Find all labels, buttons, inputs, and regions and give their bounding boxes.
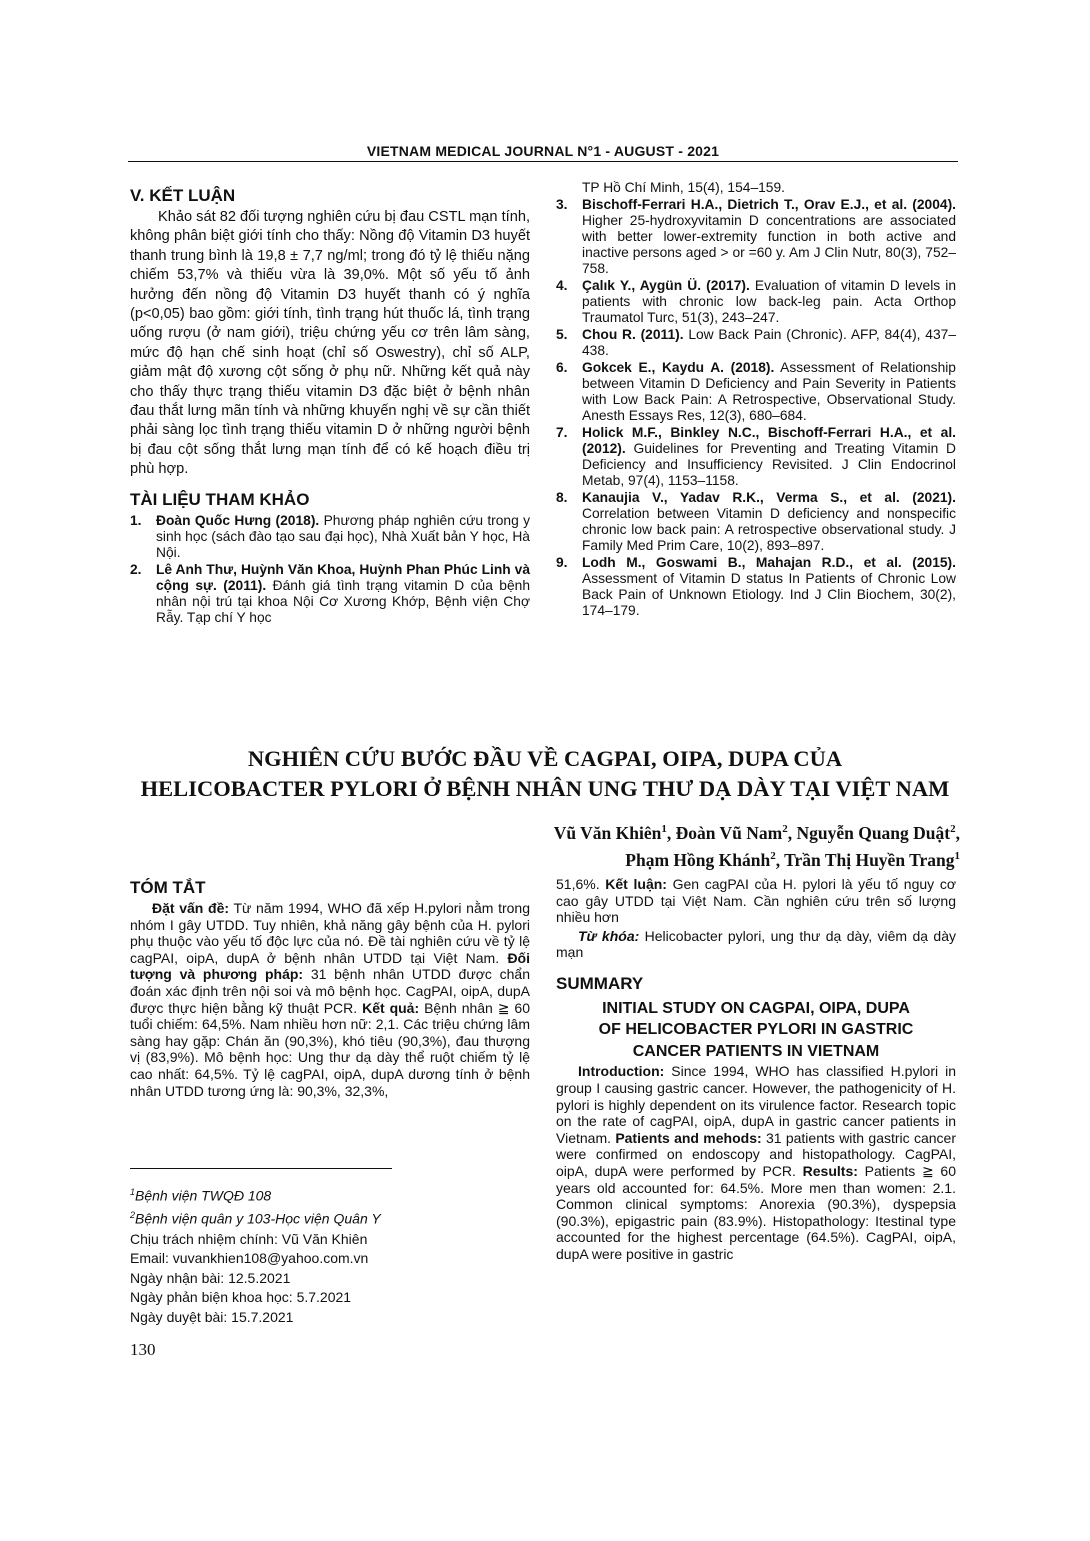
summary-heading: SUMMARY [556, 973, 644, 993]
reference-details: Phương pháp nghiên cứu trong y sinh học (sách đào tạo sau đại học), Nhà Xuất bản Y học, Hà Nội. [156, 512, 530, 560]
author-name: Phạm Hồng Khánh [625, 849, 771, 870]
affiliation-1-number: 1 [130, 1187, 136, 1197]
abstract-vi-heading: TÓM TẮT [130, 878, 206, 897]
reference-details: TP Hồ Chí Minh, 15(4), 154–159. [582, 180, 785, 195]
abstract-vi [130, 878, 530, 1099]
affiliation-1 [130, 1183, 530, 1206]
author-name: Nguyễn Quang Duật [796, 822, 951, 843]
summary-results-label: Results: [802, 1163, 858, 1180]
reference-item [556, 490, 956, 554]
reference-details: Correlation between Vitamin D deficiency and nonspecific chronic low back pain: A retrospective observational study. J Family Med Prim Care, 10(2), 893–897. [582, 506, 956, 553]
header-rule [128, 161, 958, 162]
background-label: Đặt vấn đề: [152, 900, 230, 916]
patients-methods-text: 31 patients with gastric cancer were confirmed on endoscopy and histopathology. CagPAI, oipA, dupA were performed by PCR. [556, 1129, 956, 1180]
reviewed-date: Ngày phản biện khoa học: 5.7.2021 [130, 1289, 352, 1306]
reference-item [556, 197, 956, 277]
affiliation-2-number: 2 [130, 1210, 136, 1221]
methods-text: 31 bệnh nhân UTDD được chẩn đoán xác định trên nội soi và mô bệnh học. CagPAI, oipA, dupA được thực hiện bằng kỹ thuật PCR. [130, 966, 531, 1016]
reference-text [582, 197, 956, 277]
footnotes [130, 1183, 530, 1327]
reference-number: 4. [556, 278, 568, 293]
reference-number: 3. [556, 197, 568, 212]
keywords-text: Helicobacter pylori, ung thư dạ dày, viêm dạ dày mạn [556, 927, 956, 961]
email: Email: vuvankhien108@yahoo.com.vn [130, 1250, 369, 1267]
summary-results-text: Patients ≧ 60 years old accounted for: 64.5%. More men than women: 2.1. Common clinical symptoms: Anorexia (90.3%), dyspepsia (90.3%), epigastric pain (83.9%). Histopathology: Itestinal type accounted for the highest percentage (64.5%). CagPAI, oipA, dupA were positive in gastric [556, 1163, 956, 1262]
affiliation-2-text: Bệnh viện quân y 103-Học viện Quân Y [135, 1210, 381, 1227]
reference-authors: Kanaujia V., Yadav R.K., Verma S., et al. (2021). [582, 490, 956, 505]
introduction-text: Since 1994, WHO has classified H.pylori in group I causing gastric cancer. However, the pathogenicity of H. pylori is highly dependent on its virulence factor. Research topic on the rate of cagPAI, oipA, dupA in gastric cancer patients in Vietnam. [556, 1063, 956, 1146]
affiliation-1-text: Bệnh viện TWQĐ 108 [135, 1187, 272, 1204]
author-name: Trần Thị Huyền Trang [784, 849, 955, 870]
author-affiliation: 2 [770, 850, 776, 862]
reference-authors: Lê Anh Thư, Huỳnh Văn Khoa, Huỳnh Phan Phúc Linh và cộng sự. (2011). [156, 561, 530, 593]
reference-text [582, 555, 956, 619]
affiliation-2 [130, 1206, 530, 1229]
author-affiliation: 2 [782, 823, 788, 835]
author-affiliation: 2 [950, 823, 956, 835]
summary-text [556, 1063, 956, 1262]
reference-authors: Gokcek E., Kaydu A. (2018). [582, 360, 775, 375]
author-name: Đoàn Vũ Nam [675, 822, 783, 843]
reference-item [130, 562, 530, 626]
summary-title-line1: INITIAL STUDY ON CAGPAI, OIPA, DUPA [602, 999, 910, 1017]
reference-item [556, 180, 956, 196]
references-list-right [556, 180, 956, 619]
author-affiliation: 1 [661, 823, 667, 835]
author-affiliation: 1 [954, 850, 960, 862]
reference-text [582, 327, 956, 359]
reference-text [156, 513, 530, 561]
background-text: Từ năm 1994, WHO đã xếp H.pylori nằm trong nhóm I gây UTDD. Tuy nhiên, khả năng gây bệnh của H. pylori phụ thuộc vào yếu tố độc lực của nó. Đề tài nghiên cứu về tỷ lệ cagPAI, oipA, dupA ở bệnh nhân UTDD tại Việt Nam. [130, 900, 530, 966]
summary-title-line2: OF HELICOBACTER PYLORI IN GASTRIC [598, 1021, 914, 1039]
footnote-rule [130, 1168, 392, 1169]
summary-title-line3: CANCER PATIENTS IN VIETNAM [632, 1042, 880, 1060]
patients-methods-label: Patients and mehods: [615, 1129, 762, 1146]
reference-authors: Lodh M., Goswami B., Mahajan R.D., et al. (2015). [582, 555, 956, 570]
reference-text [582, 490, 956, 554]
results-continued-text: 51,6%. [556, 876, 606, 892]
abstract-vi-text [130, 900, 530, 1099]
abstract-vi-continued [556, 876, 956, 926]
reference-details: Đánh giá tình trạng vitamin D của bệnh nhân nội trú tại khoa Nội Cơ Xương Khớp, Bệnh viện Chợ Rẫy. Tạp chí Y học [156, 577, 530, 625]
keywords-label: Từ khóa: [578, 927, 640, 944]
reference-number: 9. [556, 555, 568, 570]
conclusion-heading: V. KẾT LUẬN [130, 186, 236, 205]
authors-line2: Phạm Hồng Khánh$^2$, Trần Thị Huyền Trang$^1$ [625, 849, 960, 870]
references-heading: TÀI LIỆU THAM KHẢO [130, 489, 310, 509]
results-text: Bệnh nhân ≧ 60 tuổi chiếm: 64,5%. Nam nhiều hơn nữ: 2,1. Các triệu chứng lâm sàng hay gặp: Chán ăn (90,3%), khó tiêu (90,3%), đau thượng vị (83,9%). Mô bệnh học: Ung thư dạ dày thể ruột chiếm tỷ lệ cao nhất: 64,5%. Tỷ lệ cagPAI, oipA, dupA dương tính ở bệnh nhân UTDD tương ứng là: 90,3%, 32,3%, [130, 999, 530, 1099]
reference-details: Low Back Pain (Chronic). AFP, 84(4), 437–438. [582, 327, 956, 358]
conclusion-label: Kết luận: [605, 876, 667, 892]
reference-authors: Holick M.F., Binkley N.C., Bischoff-Ferrari H.A., et al. (2012). [582, 425, 956, 456]
upper-left-column [130, 186, 530, 627]
reference-number: 1. [130, 512, 142, 528]
keywords [556, 928, 956, 961]
corresponding-author: Chịu trách nhiệm chính: Vũ Văn Khiên [130, 1230, 368, 1247]
author-name: Vũ Văn Khiên [553, 822, 662, 843]
reference-number: 2. [130, 561, 142, 577]
conclusion-text: Khảo sát 82 đối tượng nghiên cứu bị đau CSTL mạn tính, không phân biệt giới tính cho thấy: Nồng độ Vitamin D3 huyết thanh trung bình là 19,8 ± 7,7 ng/ml; trong đó tỷ lệ thiếu nặng chiếm 53,7% và thiếu vừa là 39,0%. Một số yếu tố ảnh hưởng đến nồng độ Vitamin D3 huyết thanh có ý nghĩa (p<0,05) bao gồm: giới tính, tình trạng hút thuốc lá, tình trạng uống rượu (ở nam giới), triệu chứng yếu cơ trên lâm sàng, mức độ hạn chế sinh hoạt (chỉ số Oswestry), chỉ số ALP, giảm mật độ xương cột sống ở phụ nữ. Những kết quả này cho thấy thực trạng thiếu vitamin D3 đặc biệt ở bệnh nhân đau thắt lưng mãn tính và những khuyến nghị về sự cần thiết phải sàng lọc tình trạng thiếu vitamin D ở những người bệnh bị đau cột sống thắt lưng mạn tính để có kế hoạch điều trị phù hợp. [130, 209, 530, 478]
reference-authors: Đoàn Quốc Hưng (2018). [156, 512, 320, 528]
methods-label: Đối tượng và phương pháp: [130, 949, 530, 983]
conclusion-abstract-text: Gen cagPAI của H. pylori là yếu tố nguy cơ cao gây UTDD tại Việt Nam. Cần nghiên cứu trên số lượng nhiều hơn [556, 876, 956, 926]
reference-text [582, 425, 956, 489]
reference-number: 5. [556, 327, 568, 342]
reference-details: Assessment of Relationship between Vitamin D Deficiency and Pain Severity in Patients with Low Back Pain: A Retrospective, Observational Study. Anesth Essays Res, 12(3), 680–684. [582, 360, 956, 423]
reference-text [156, 562, 530, 626]
reference-text [582, 360, 956, 424]
upper-right-column [556, 180, 956, 620]
reference-text [582, 180, 956, 196]
reference-number: 6. [556, 360, 568, 375]
reference-item [556, 555, 956, 619]
received-date: Ngày nhận bài: 12.5.2021 [130, 1269, 291, 1286]
reference-item [556, 425, 956, 489]
references-list-left [130, 513, 530, 626]
reference-number [556, 180, 582, 196]
accepted-date: Ngày duyệt bài: 15.7.2021 [130, 1308, 294, 1325]
reference-details: Assessment of Vitamin D status In Patients of Chronic Low Back Pain of Unknown Etiology. Ind J Clin Biochem, 30(2), 174–179. [582, 571, 956, 618]
reference-item [556, 360, 956, 424]
reference-details: Higher 25-hydroxyvitamin D concentrations are associated with better lower-extremity function in both active and inactive persons aged > or =60 y. Am J Clin Nutr, 80(3), 752–758. [582, 213, 956, 276]
reference-authors: Bischoff-Ferrari H.A., Dietrich T., Orav E.J., et al. (2004). [582, 197, 956, 212]
reference-authors: Çalık Y., Aygün Ü. (2017). [582, 278, 750, 293]
reference-item [556, 278, 956, 326]
reference-number: 8. [556, 490, 568, 505]
reference-number: 7. [556, 425, 568, 440]
reference-details: Evaluation of vitamin D levels in patients with chronic low back-leg pain. Acta Orthop Traumatol Turc, 51(3), 243–247. [582, 278, 956, 325]
page-number: 130 [130, 1340, 156, 1359]
lower-right-column [556, 876, 956, 1263]
reference-details: Guidelines for Preventing and Treating Vitamin D Deficiency and Insufficiency Revisited. J Clin Endocrinol Metab, 97(4), 1153–1158. [582, 441, 956, 488]
introduction-label: Introduction: [578, 1063, 665, 1080]
reference-item [556, 327, 956, 359]
reference-item [130, 513, 530, 561]
article-title-line2: HELICOBACTER PYLORI Ở BỆNH NHÂN UNG THƯ DẠ DÀY TẠI VIỆT NAM [140, 776, 950, 801]
reference-text [582, 278, 956, 326]
article-title-line1: NGHIÊN CỨU BƯỚC ĐẦU VỀ CAGPAI, OIPA, DUPA CỦA [247, 746, 843, 771]
results-label: Kết quả: [362, 999, 420, 1016]
running-head: VIETNAM MEDICAL JOURNAL N°1 - AUGUST - 2021 [366, 143, 720, 159]
authors-line1: Vũ Văn Khiên$^1$, Đoàn Vũ Nam$^2$, Nguyễn Quang Duật$^2$, [553, 822, 960, 843]
reference-authors: Chou R. (2011). [582, 327, 684, 342]
